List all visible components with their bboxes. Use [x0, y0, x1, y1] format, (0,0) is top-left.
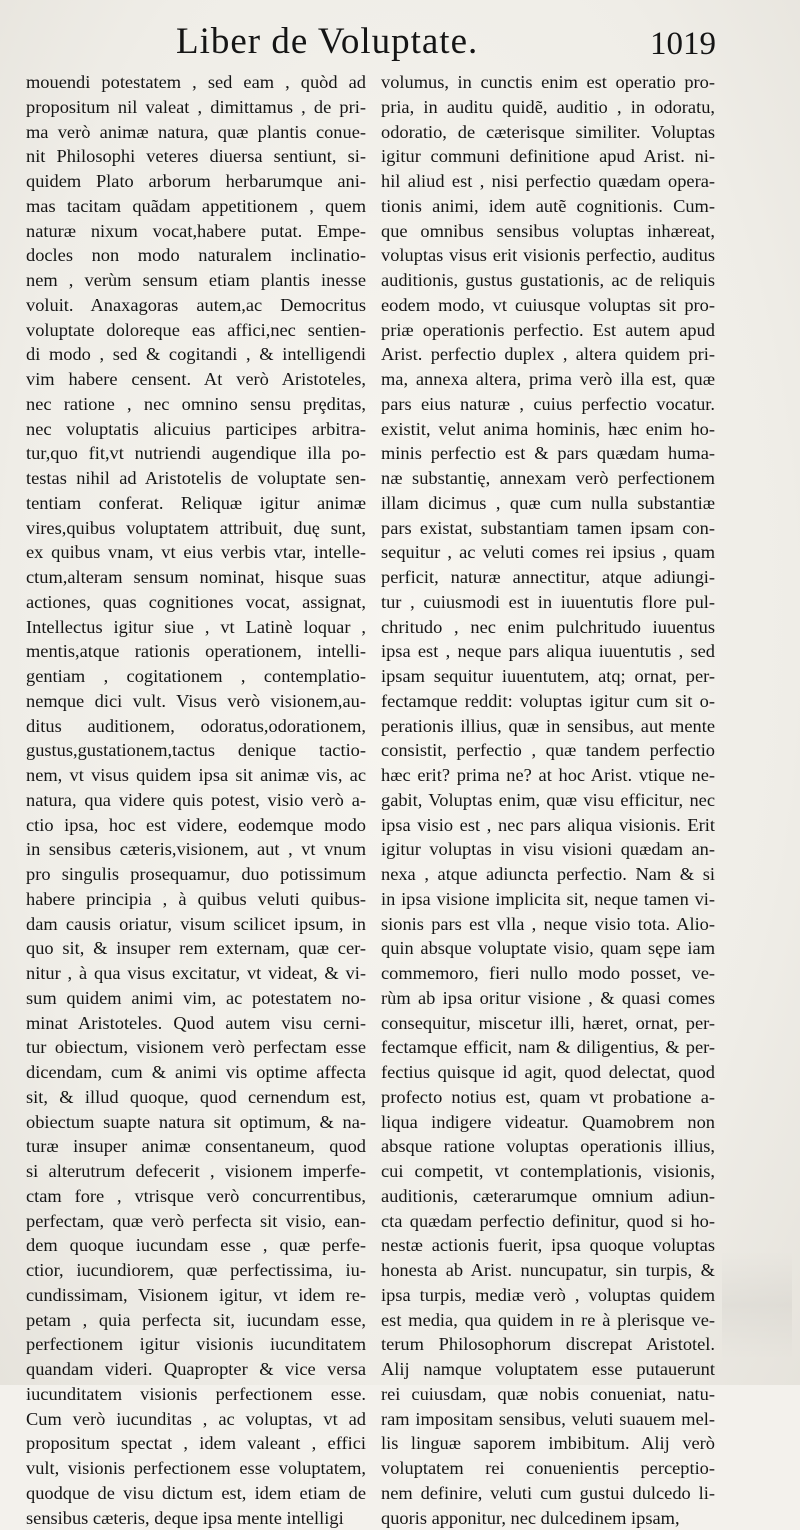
text-line: auditionis, cæterarumque omnium adiun- — [381, 1184, 715, 1209]
text-line: obiectum suapte natura sit optimum, & na- — [26, 1110, 366, 1135]
text-line: sensibus cæteris, deque ipsa mente intelligi — [26, 1506, 366, 1530]
text-line: nem definire, veluti cum gustui dulcedo li- — [381, 1481, 715, 1506]
text-line: sit, & illud quoque, quod cernendum est, — [26, 1085, 366, 1110]
text-line: priæ operationis perfectio. Est autem apud — [381, 318, 715, 343]
running-title: Liber de Voluptate. — [176, 20, 478, 63]
text-line: lis linguæ saporem imbibitum. Alij verò — [381, 1431, 715, 1456]
text-line: in sensibus cæteris,visionem, aut , vt vnum — [26, 837, 366, 862]
text-line: ipsa turpis, mediæ verò , voluptas quidem — [381, 1283, 715, 1308]
text-line: est media, qua quidem in re à plerisque ve- — [381, 1308, 715, 1333]
text-line: propositum nil valeat , dimittamus , de pri- — [26, 95, 366, 120]
right-text-column — [381, 70, 715, 1530]
text-line: nec ratione , nec omnino sensu prȩditas, — [26, 392, 366, 417]
text-line: petam , quia perfecta sit, iucundam esse, — [26, 1308, 366, 1333]
text-line: ma verò animæ natura, quæ plantis conue- — [26, 120, 366, 145]
text-line: Arist. perfectio duplex , altera quidem pri- — [381, 342, 715, 367]
text-line: sionis pars est vlla , neque visio tota. Alio- — [381, 912, 715, 937]
text-line: perationis illius, quæ in sensibus, aut mente — [381, 714, 715, 739]
text-line: docles non modo naturalem inclinatio- — [26, 243, 366, 268]
text-line: turæ insuper animæ consentaneum, quod — [26, 1134, 366, 1159]
text-line: ipsam sequitur iuuentutem, atq; ornat, per- — [381, 664, 715, 689]
text-line: minat Aristoteles. Quod autem visu cerni- — [26, 1011, 366, 1036]
text-line: gabit, Voluptas enim, quæ visu efficitur, nec — [381, 788, 715, 813]
text-line: si alterutrum defecerit , visionem imperfe- — [26, 1159, 366, 1184]
text-line: cta quædam perfectio definitur, quod si ho- — [381, 1209, 715, 1234]
text-line: voluptas visus erit visionis perfectio, auditus — [381, 243, 715, 268]
text-line: terum Philosophorum discrepat Aristotel. — [381, 1332, 715, 1357]
text-line: ctum,alteram sensum nominat, hisque suas — [26, 565, 366, 590]
text-line: cui competit, vt contemplationis, visionis, — [381, 1159, 715, 1184]
text-line: mentis,atque rationis operationem, intelli- — [26, 639, 366, 664]
text-line: habere principia , à quibus veluti quibus- — [26, 887, 366, 912]
bleed-through-mark — [722, 1250, 792, 1360]
text-line: honesta ab Arist. nuncupatur, sin turpis, & — [381, 1258, 715, 1283]
text-line: tentiam conferat. Reliquæ igitur animæ — [26, 491, 366, 516]
text-line: natura, qua videre quis potest, visio verò a- — [26, 788, 366, 813]
text-line: nit Philosophi veteres diuersa sentiunt, si- — [26, 144, 366, 169]
text-line: odoratio, de cæterisque similiter. Voluptas — [381, 120, 715, 145]
text-line: perficit, naturæ annectitur, atque adiungi- — [381, 565, 715, 590]
text-line: auditionis, gustus gustationis, ac de reliquis — [381, 268, 715, 293]
text-line: vult, visionis perfectionem esse voluptatem, — [26, 1456, 366, 1481]
text-line: næ substantię, annexam verò perfectionem — [381, 466, 715, 491]
text-line: dam causis oriatur, visum scilicet ipsum, in — [26, 912, 366, 937]
text-line: existit, velut anima hominis, hæc enim ho- — [381, 417, 715, 442]
text-line: voluptate doloreque eas affici,nec sentien- — [26, 318, 366, 343]
text-line: hil aliud est , nisi perfectio quædam opera- — [381, 169, 715, 194]
text-line: tur,quo fit,vt nutriendi augendique illa po- — [26, 441, 366, 466]
text-line: commemoro, fieri nullo modo posset, ve- — [381, 961, 715, 986]
text-line: fectamque reddit: voluptas igitur cum sit o- — [381, 689, 715, 714]
text-line: volumus, in cunctis enim est operatio pro- — [381, 70, 715, 95]
text-line: absque ratione voluptas operationis illius, — [381, 1134, 715, 1159]
text-line: vim habere censent. At verò Aristoteles, — [26, 367, 366, 392]
text-line: dicendam, cum & animi vis optime affecta — [26, 1060, 366, 1085]
text-line: ctam fore , vtrisque verò concurrentibus, — [26, 1184, 366, 1209]
text-line: ctior, iucundiorem, quæ perfectissima, iu- — [26, 1258, 366, 1283]
text-line: ram impositam sensibus, veluti suauem mel- — [381, 1407, 715, 1432]
text-line: illam dicimus , quæ cum nulla substantiæ — [381, 491, 715, 516]
text-line: rei cuiusdam, quæ nobis conueniat, natu- — [381, 1382, 715, 1407]
text-line: nem , verùm sensum etiam plantis inesse — [26, 268, 366, 293]
text-line: gustus,gustationem,tactus denique tactio- — [26, 738, 366, 763]
text-line: gentiam , cogitationem , contemplatio- — [26, 664, 366, 689]
text-line: di modo , sed & cogitandi , & intelligendi — [26, 342, 366, 367]
text-line: nec voluptatis alicuius participes arbitra- — [26, 417, 366, 442]
text-line: perfectionem igitur visionis iucunditatem — [26, 1332, 366, 1357]
text-line: ex quibus vnam, vt eius verbis vtar, intelle- — [26, 540, 366, 565]
text-line: profecto notius est, quam vt probatione a- — [381, 1085, 715, 1110]
text-line: pro singulis prosequamur, duo potissimum — [26, 862, 366, 887]
text-line: in ipsa visione implicita sit, neque tamen vi- — [381, 887, 715, 912]
left-text-column — [26, 70, 366, 1530]
text-line: testas nihil ad Aristotelis de voluptate sen- — [26, 466, 366, 491]
page-number: 1019 — [650, 26, 716, 63]
text-line: pars eius naturæ , cuius perfectio vocatur. — [381, 392, 715, 417]
text-line: sequitur , ac veluti comes rei ipsius , quam — [381, 540, 715, 565]
text-line: iucunditatem visionis perfectionem esse. — [26, 1382, 366, 1407]
text-line: consistit, perfectio , quæ tandem perfectio — [381, 738, 715, 763]
text-line: pars existat, substantiam tamen ipsam con- — [381, 516, 715, 541]
text-line: igitur voluptas in visu visioni quædam an- — [381, 837, 715, 862]
text-line: mouendi potestatem , sed eam , quòd ad — [26, 70, 366, 95]
text-line: ipsa est , neque pars aliqua iuuentutis , sed — [381, 639, 715, 664]
text-line: nitur , à qua visus excitatur, vt videat, & vi- — [26, 961, 366, 986]
text-line: nem, vt visus quidem ipsa sit animæ vis, ac — [26, 763, 366, 788]
text-line: sum quidem animi vim, ac potestatem no- — [26, 986, 366, 1011]
text-line: nexa , atque adiuncta perfectio. Nam & si — [381, 862, 715, 887]
text-line: dem quoque iucundam esse , quæ perfe- — [26, 1233, 366, 1258]
text-line: nestæ actionis fuerit, ipsa quoque voluptas — [381, 1233, 715, 1258]
text-line: naturæ nixum vocat,habere putat. Empe- — [26, 219, 366, 244]
text-line: quidem Plato arborum herbarumque ani- — [26, 169, 366, 194]
text-line: vires,quibus voluptatem attribuit, duę sunt, — [26, 516, 366, 541]
text-line: tur obiectum, visionem verò perfectam esse — [26, 1035, 366, 1060]
text-line: tur , cuiusmodi est in iuuentutis flore pul- — [381, 590, 715, 615]
text-line: rùm ab ipsa oritur visione , & quasi comes — [381, 986, 715, 1011]
text-line: quodque de visu dictum est, idem etiam de — [26, 1481, 366, 1506]
text-line: quo sit, & insuper rem externam, quæ cer- — [26, 936, 366, 961]
text-line: igitur communi definitione apud Arist. ni- — [381, 144, 715, 169]
text-line: voluit. Anaxagoras autem,ac Democritus — [26, 293, 366, 318]
text-line: fectamque efficit, nam & diligentius, & per- — [381, 1035, 715, 1060]
text-line: Intellectus igitur siue , vt Latinè loquar , — [26, 615, 366, 640]
text-line: ipsa visio est , nec pars aliqua visionis. Erit — [381, 813, 715, 838]
text-line: quandam videri. Quapropter & vice versa — [26, 1357, 366, 1382]
text-line: quin absque voluptate visio, quam sępe iam — [381, 936, 715, 961]
text-line: propositum spectat , idem valeant , effici — [26, 1431, 366, 1456]
text-line: Alij namque voluptatem esse putauerunt — [381, 1357, 715, 1382]
text-line: actiones, quas cognitiones vocat, assignat, — [26, 590, 366, 615]
text-line: Cum verò iucunditas , ac voluptas, vt ad — [26, 1407, 366, 1432]
text-line: quoris apponitur, nec dulcedinem ipsam, — [381, 1506, 715, 1530]
text-line: cundissimam, Visionem igitur, vt idem re- — [26, 1283, 366, 1308]
page-header — [0, 14, 800, 70]
text-line: ditus auditionem, odoratus,odorationem, — [26, 714, 366, 739]
text-line: minis perfectio est & pars quædam huma- — [381, 441, 715, 466]
text-line: que omnibus sensibus voluptas inhæreat, — [381, 219, 715, 244]
text-line: ma, annexa altera, prima verò illa est, quæ — [381, 367, 715, 392]
text-line: liqua indigere videatur. Quamobrem non — [381, 1110, 715, 1135]
text-line: fectius quisque id agit, quod delectat, quod — [381, 1060, 715, 1085]
text-line: voluptatem rei conuenientis perceptio- — [381, 1456, 715, 1481]
text-line: tionis animi, idem autẽ cognitionis. Cum- — [381, 194, 715, 219]
text-line: nemque dici vult. Visus verò visionem,au- — [26, 689, 366, 714]
text-line: hæc erit? prima ne? at hoc Arist. vtique ne- — [381, 763, 715, 788]
text-line: mas tacitam quãdam appetitionem , quem — [26, 194, 366, 219]
text-line: consequitur, miscetur illi, hæret, ornat, per- — [381, 1011, 715, 1036]
text-line: pria, in auditu quidẽ, auditio , in odoratu, — [381, 95, 715, 120]
text-line: chritudo , nec enim pulchritudo iuuentus — [381, 615, 715, 640]
text-line: ctio ipsa, hoc est videre, eodemque modo — [26, 813, 366, 838]
text-line: eodem modo, vt cuiusque voluptas sit pro- — [381, 293, 715, 318]
text-line: perfectam, quæ verò perfecta sit visio, ean- — [26, 1209, 366, 1234]
